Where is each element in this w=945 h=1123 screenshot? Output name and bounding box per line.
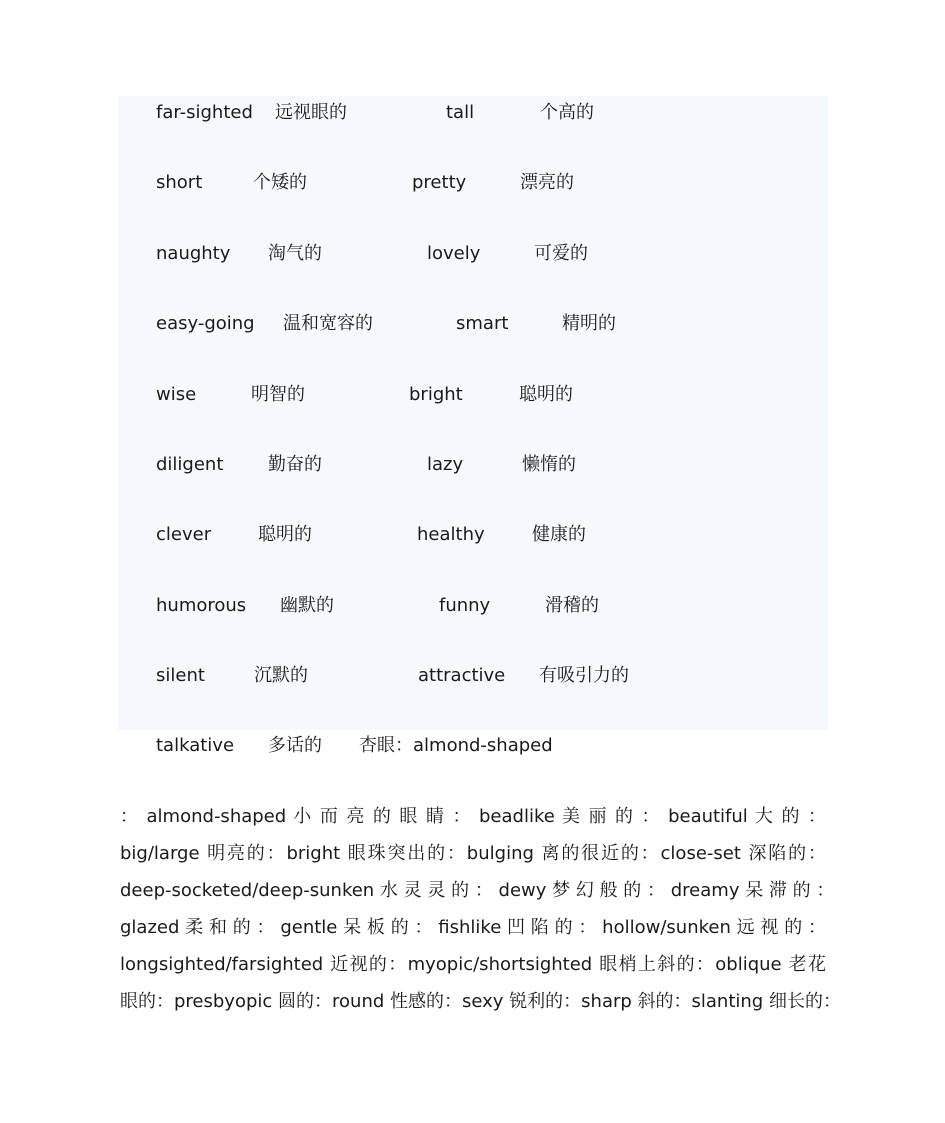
vocab-english: talkative (156, 735, 235, 756)
vocab-english: humorous (156, 595, 247, 616)
vocab-english: tall (446, 102, 475, 123)
paragraph-line: big/large 明亮的：bright 眼珠突出的：bulging 离的很近的：close-set 深陷的： (120, 843, 826, 864)
vocab-chinese: 幽默的 (280, 595, 334, 616)
vocab-chinese: 多话的 (268, 735, 322, 756)
vocab-chinese: 滑稽的 (545, 595, 599, 616)
vocab-chinese: 淘气的 (268, 243, 322, 264)
vocab-chinese: 明智的 (251, 384, 305, 405)
paragraph-line: longsighted/farsighted 近视的：myopic/shortsighted 眼梢上斜的：oblique 老花 (120, 954, 826, 975)
paragraph-line: 眼的：presbyopic 圆的：round 性感的：sexy 锐利的：sharp 斜的：slanting 细长的： (120, 991, 841, 1012)
vocab-row (0, 171, 945, 195)
vocab-english: naughty (156, 243, 231, 264)
vocab-english: funny (439, 595, 491, 616)
vocab-english: healthy (417, 524, 485, 545)
vocab-chinese: 聪明的 (519, 384, 573, 405)
vocab-row (0, 453, 945, 477)
vocab-chinese: 远视眼的 (275, 102, 347, 123)
vocab-row (0, 242, 945, 266)
vocab-chinese: 有吸引力的 (539, 665, 629, 686)
vocab-chinese: 漂亮的 (520, 172, 574, 193)
vocab-english: easy-going (156, 313, 255, 334)
vocab-english: 杏眼：almond-shaped (359, 735, 553, 756)
vocab-english: attractive (418, 665, 506, 686)
vocab-english: silent (156, 665, 205, 686)
paragraph-line: deep-socketed/deep-sunken 水 灵 灵 的 ： dewy 梦 幻 般 的 ： dreamy 呆 滞 的 ： (120, 880, 835, 901)
vocab-row (0, 523, 945, 547)
vocab-chinese: 个矮的 (253, 172, 307, 193)
vocab-row (0, 594, 945, 618)
vocab-english: clever (156, 524, 212, 545)
vocab-english: lazy (427, 454, 464, 475)
vocab-row (0, 383, 945, 407)
vocab-english: wise (156, 384, 197, 405)
vocab-chinese: 懒惰的 (522, 454, 576, 475)
vocab-chinese: 精明的 (562, 313, 616, 334)
vocab-row (0, 664, 945, 688)
vocab-chinese: 聪明的 (258, 524, 312, 545)
vocab-row (0, 312, 945, 336)
vocab-row (0, 734, 945, 758)
vocab-english: far-sighted (156, 102, 253, 123)
vocab-english: lovely (427, 243, 481, 264)
vocab-chinese: 沉默的 (254, 665, 308, 686)
paragraph-line: glazed 柔 和 的 ： gentle 呆 板 的 ： fishlike 凹 陷 的 ： hollow/sunken 远 视 的 ： (120, 917, 826, 938)
vocab-row (0, 101, 945, 125)
vocab-chinese: 勤奋的 (268, 454, 322, 475)
vocab-english: diligent (156, 454, 224, 475)
vocab-chinese: 个高的 (540, 102, 594, 123)
vocab-chinese: 可爱的 (534, 243, 588, 264)
vocab-english: pretty (412, 172, 467, 193)
vocab-chinese: 健康的 (532, 524, 586, 545)
paragraph-line: ： almond-shaped 小 而 亮 的 眼 睛 ： beadlike 美 丽 的 ： beautiful 大 的 ： (120, 806, 826, 827)
vocab-english: smart (456, 313, 509, 334)
vocab-english: short (156, 172, 203, 193)
vocab-chinese: 温和宽容的 (283, 313, 373, 334)
vocab-english: bright (409, 384, 463, 405)
